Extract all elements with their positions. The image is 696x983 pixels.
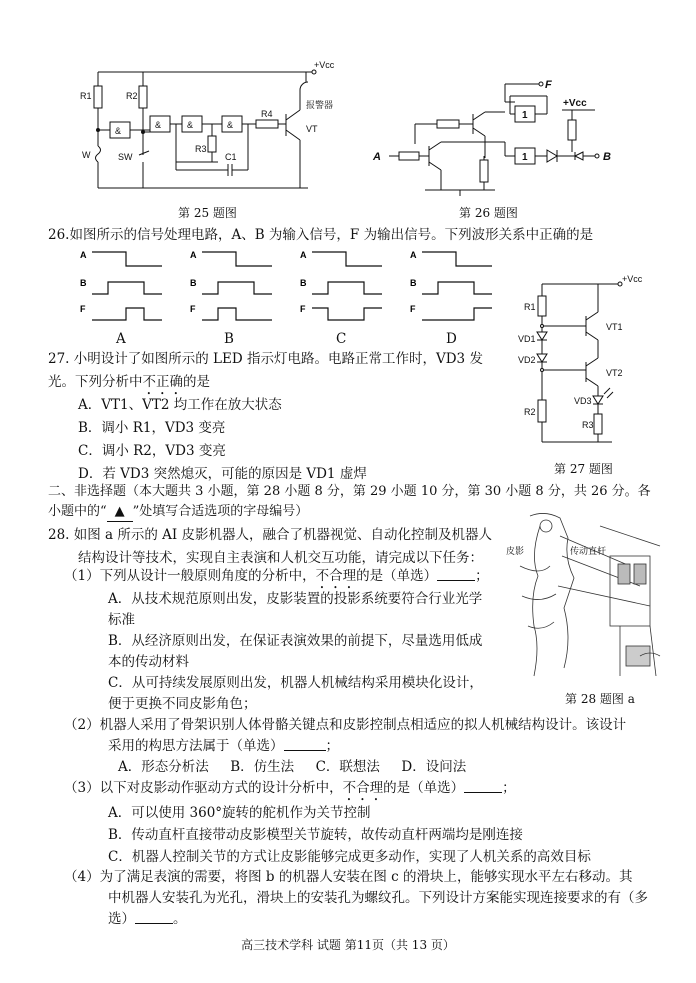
q27-option-d: D．若 VD3 突然熄灭，可能的原因是 VD1 虚焊 [78,466,367,482]
fig25-c1-label: C1 [225,152,237,162]
fig25-r3-label: R3 [195,144,207,154]
fig26-b-label: B [603,151,611,163]
answer-blank[interactable] [464,779,502,793]
wave-label-f: F [80,304,86,314]
q28-part1-opt-a2: 标准 [108,612,135,628]
wave-label-a: A [190,250,197,260]
q28-part3-opt-b: B．传动直杆直接带动皮影模型关节旋转，故传动直杆两端均是刚连接 [108,827,523,843]
fig26-caption: 第 26 题图 [459,206,518,220]
waveform-option-a [78,244,168,324]
wave-label-b: B [190,278,197,288]
waveform-option-d [408,244,498,324]
q26-stem: 26.如图所示的信号处理电路，A、B 为输入信号，F 为输出信号。下列波形关系中正确的是 [48,227,594,243]
fig28-puppet-label: 皮影 [506,546,525,556]
q28-part4-line3: 选） 。 [108,911,187,927]
fig25-vt-label: VT [306,124,318,134]
wave-label-f: F [190,304,196,314]
fig26-f-label: F [545,79,552,91]
fig26-a-label: A [373,151,381,163]
q28-part1-opt-b2: 本的传动材料 [108,654,189,670]
section2-header-line1: 二、非选择题（本大题共 3 小题，第 28 小题 8 分，第 29 小题 10 分，第 30 小题 8 分，共 26 分。各 [48,484,651,499]
wave-option-label-c: C [336,331,347,347]
wave-label-b: B [410,278,417,288]
q27-stem-line2: 光。下列分析中不正确的是 [48,374,210,390]
wave-option-label-b: B [224,331,234,347]
circuit-diagram-fig27 [512,270,672,455]
fig25-alarm-label: 报警器 [306,100,334,110]
and-gate-symbol: & [187,120,194,130]
puppet-robot-image [500,506,670,686]
q28-part3-opt-a: A．可以使用 360°旋转的舵机作为关节控制 [108,805,371,821]
q28-part4-line2: 中机器人安装孔为光孔，滑块上的安装孔为螺纹孔。下列设计方案能实现连接要求的有（多 [108,890,648,906]
q28-part2-options: A．形态分析法 B．仿生法 C．联想法 D．设问法 [118,759,467,775]
buffer-gate-symbol: 1 [522,110,528,121]
and-gate-symbol: & [227,120,234,130]
fig27-r2-label: R2 [524,407,536,417]
q27-stem-line1: 27. 小明设计了如图所示的 LED 指示灯电路。电路正常工作时，VD3 发 [48,351,483,367]
fig28-rod-label: 传动直杆 [570,546,607,556]
circuit-diagram-fig26 [365,72,625,202]
fig27-vt1-label: VT1 [606,322,623,332]
answer-blank[interactable] [135,910,173,924]
fig27-r3-label: R3 [582,420,594,430]
q28-stem-line1: 28. 如图 a 所示的 AI 皮影机器人，融合了机器视觉、自动化控制及机器人 [48,527,493,543]
q27-emphasis: 不正确 [142,374,183,390]
q28-part4-line1: （4）为了满足表演的需要，将图 b 的机器人安装在图 c 的滑块上，能够实现水平左右移动。其 [64,869,633,885]
q28-part1-opt-a1: A．从技术规范原则出发，皮影装置的投影系统要符合行业光学 [108,591,483,607]
wave-option-label-d: D [446,331,457,347]
wave-label-b: B [300,278,307,288]
fig27-r1-label: R1 [524,302,536,312]
fig25-sw-label: SW [118,152,133,162]
q27-option-b: B．调小 R1，VD3 变亮 [78,420,226,436]
q27-option-a: A．VT1、VT2 均工作在放大状态 [78,397,282,413]
page-footer: 高三技术学科 试题 第11页（共 13 页） [241,938,455,952]
fig27-vd2-label: VD2 [518,355,536,365]
wave-label-b: B [80,278,87,288]
fig27-vd1-label: VD1 [518,334,536,344]
q28-part1-stem: （1）下列从设计一般原则角度的分析中，不合理的是（单选） ； [64,568,489,584]
buffer-gate-symbol: 1 [522,152,528,163]
fig25-vcc-label: +Vcc [314,60,335,70]
wave-label-a: A [80,250,87,260]
section2-header-line2: 小题中的“ ▲ ”处填写合适选项的字母编号） [48,503,308,522]
q28-part1-opt-b1: B．从经济原则出发，在保证表演效果的前提下，尽量选用低成 [108,633,483,649]
q27-option-c: C．调小 R2，VD3 变亮 [78,443,226,459]
q28-part1-opt-c2: 便于更换不同皮影角色； [108,696,257,712]
wave-label-f: F [300,304,306,314]
wave-label-f: F [410,304,416,314]
fig25-r1-label: R1 [80,91,92,101]
fig27-vt2-label: VT2 [606,368,623,378]
q28-part3-stem: （3）以下对皮影动作驱动方式的设计分析中，不合理的是（单选） ； [64,780,516,796]
circuit-diagram-fig25 [70,60,340,200]
wave-label-a: A [300,250,307,260]
fig25-caption: 第 25 题图 [178,206,237,220]
wave-label-a: A [410,250,417,260]
fig27-vd3-label: VD3 [574,396,592,406]
fig27-vcc-label: +Vcc [622,274,643,284]
wave-option-label-a: A [116,331,126,347]
q28-part2-line2: 采用的构思方法属于（单选） ； [108,738,339,754]
fig25-r2-label: R2 [126,91,138,101]
fig27-caption: 第 27 题图 [554,462,613,476]
answer-mark: ▲ [107,503,133,522]
and-gate-symbol: & [115,126,122,136]
fig25-w-label: W [82,150,91,160]
q28-part1-opt-c1: C．从可持续发展原则出发，机器人机械结构采用模块化设计， [108,675,483,691]
fig26-vcc-label: +Vcc [563,98,587,109]
fig28-caption: 第 28 题图 a [565,692,635,706]
waveform-option-c [298,244,388,324]
fig25-r4-label: R4 [261,109,273,119]
q28-part2-line1: （2）机器人采用了骨架识别人体骨骼关键点和皮影控制点相适应的拟人机械结构设计。该设计 [64,717,627,733]
answer-blank[interactable] [284,737,326,751]
q28-stem-line2: 结构设计等技术，实现自主表演和人机交互功能，请完成以下任务： [78,550,483,566]
waveform-option-b [188,244,278,324]
q28-part3-opt-c: C．机器人控制关节的方式让皮影能够完成更多动作，实现了人机关系的高效目标 [108,849,591,865]
answer-blank[interactable] [437,567,475,581]
and-gate-symbol: & [155,120,162,130]
